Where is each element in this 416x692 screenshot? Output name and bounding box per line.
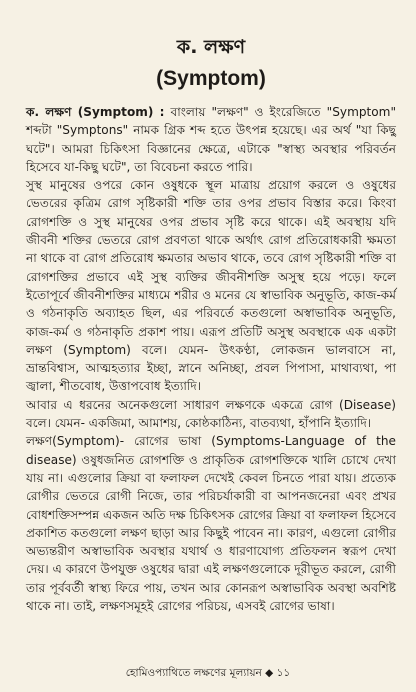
paragraph-explanation: সুস্থ মানুষের ওপরে কোন ওষুধকে স্থূল মাত্রায় প্রয়োগ করলে ও ওষুধের ভেতরের কৃত্রিম রোগ সৃষ্টিকারী শক্তি তার ওপর প্রভাব বিস্তার করে। কিংবা রোগশক্তি ও সুস্থ মানুষের ওপর প্রভাব সৃষ্টি করে থাকে। এই অবস্থায় যদি জীবনী শক্তির ভেতরে রোগ প্রবণতা থাকে অর্থাৎ রোগ প্রতিরোধকারী ক্ষমতা না থাকে বা রোগ প্রতিরোধ ক্ষমতার অভাব থাকে, তবে রোগ সৃষ্টিকারী শক্তি বা রোগশক্তির প্রভাবে এই সুস্থ ব্যক্তির জীবনীশক্তি অসুস্থ হয়ে পড়ে। ফলে ইতোপূর্বে জীবনীশক্তির মাধ্যমে শরীর ও মনের যে স্বাভাবিক অনুভূতি, কাজ-কর্ম ও গঠনাকৃতি অব্যাহত ছিল, এর পরিবর্তে কতগুলো অস্বাভাবিক অনুভূতি, কাজ-কর্ম ও গঠনাকৃতি প্রকাশ পায়। এরূপ প্রতিটি অসুস্থ অবস্থাকে এক একটা লক্ষণ (Symptom) বলে। যেমন- উৎকণ্ঠা, লোকজন ভালবাসে না, ভ্রান্তবিশ্বাস, আত্মহত্যার ইচ্ছা, স্নানে অনিচ্ছা, প্রবল পিপাসা, মাথাব্যথা, পা জ্বালা, শীতবোধ, উত্তাপবোধ ইত্যাদি।	[26, 178, 396, 394]
body-text	[26, 103, 396, 615]
definition-term: ক. লক্ষণ (Symptom) :	[26, 105, 165, 119]
section-heading-bangla: ক. লক্ষণ	[176, 36, 246, 58]
paragraph-language-of-disease: লক্ষণ(Symptom)- রোগের ভাষা (Symptoms-Language of the disease) ওষুধজনিত রোগশক্তি ও প্রাকৃতিক রোগশক্তিকে খালি চোখে দেখা যায় না। এগুলোর ক্রিয়া বা ফলাফল দেখেই কেবল চিনতে পারা যায়। প্রত্যেক রোগীর ভেতরে রোগী নিজে, তার পরিচর্যাকারী বা আপনজনেরা এবং প্রখর বোধশক্তিসম্পন্ন একজন অতি দক্ষ চিকিৎসক রোগের ক্রিয়া বা ফলাফল হিসেবে প্রকাশিত কতগুলো লক্ষণ ছাড়া আর কিছুই পাবেন না। কারণ, এগুলো রোগীর অভ্যন্তরীণ অস্বাভাবিক অবস্থার যথার্থ ও ধারণাযোগ্য প্রতিফলন স্বরূপ দেখা দেয়। এ কারণে উপযুক্ত ওষুধের দ্বারা এই লক্ষণগুলোকে দূরীভূত করলে, রোগী তার পূর্ববর্তী স্বাস্থ্য ফিরে পায়, তখন আর কোনরূপ অস্বাভাবিক অবস্থা অবশিষ্ট থাকে না। তাই, লক্ষণসমূহই রোগের পরিচয়, এসবই রোগের ভাষা।	[26, 434, 396, 614]
page-footer: হোমিওপ্যাথিতে লক্ষণের মূল্যায়ন ◆ ১১	[125, 667, 291, 679]
section-heading-english: (Symptom)	[156, 67, 266, 90]
paragraph-definition	[26, 103, 396, 176]
paragraph-disease: আবার এ ধরনের অনেকগুলো সাধারণ লক্ষণকে একত্রে রোগ (Disease) বলে। যেমন- একজিমা, আমাশয়, কোষ্ঠকাঠিন্য, বাতব্যথা, হাঁপানি ইত্যাদি।	[26, 397, 396, 431]
definition-text: বাংলায় "লক্ষণ" ও ইংরেজিতে "Symptom" শব্দটা "Symptons" নামক গ্রিক শব্দ হতে উৎপন্ন হয়েছে। এর অর্থ "যা কিছু ঘটে"। আমরা চিকিৎসা বিজ্ঞানের ক্ষেত্রে, এটাকে "স্বাস্থ্য অবস্থার পরিবর্তন হিসেবে যা-কিছু ঘটে", তা বিবেচনা করতে পারি।	[26, 105, 397, 174]
